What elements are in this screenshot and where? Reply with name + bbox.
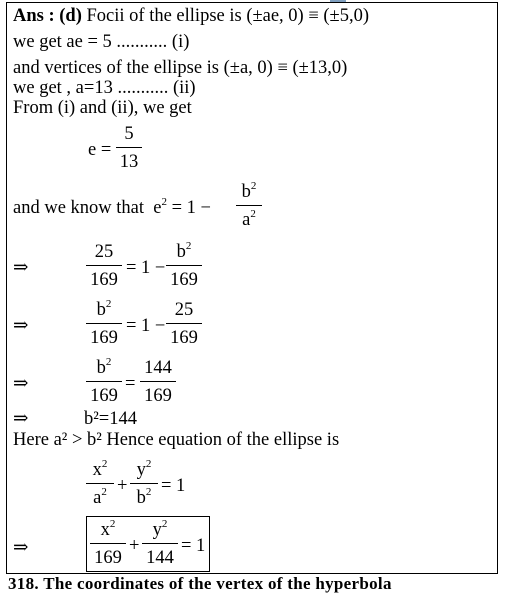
answer-line-3: and vertices of the ellipse is (±a, 0) ≡ (±13,0) xyxy=(13,58,348,78)
step3-frac1: $b^2$ 169 xyxy=(86,356,122,408)
know-denominator: $a^2$ xyxy=(242,208,256,230)
answer-option: (d) xyxy=(59,6,82,26)
know-text: and we know that xyxy=(13,198,145,218)
next-question-heading: 318. The coordinates of the vertex of the hyperbola xyxy=(8,574,392,593)
know-eq: = 1 − xyxy=(171,198,211,218)
eq-frac-x: $x^2$ $a^2$ xyxy=(86,458,114,510)
final-plus: + xyxy=(129,536,140,556)
know-numerator: $b^2$ xyxy=(241,180,257,202)
step1-frac2: $b^2$ 169 xyxy=(166,240,202,292)
know-e: e xyxy=(153,198,162,218)
step2-frac1: $b^2$ 169 xyxy=(86,298,122,350)
implies-5: ⇒ xyxy=(13,538,29,558)
e-numerator: 5 xyxy=(124,124,134,144)
step4: b²=144 xyxy=(84,409,137,429)
implies-1: ⇒ xyxy=(13,258,29,278)
fraction-bar xyxy=(116,147,142,148)
answer-line-2: we get ae = 5 ........... (i) xyxy=(13,32,190,52)
implies-3: ⇒ xyxy=(13,374,29,394)
step1-mid: = 1 − xyxy=(126,258,166,278)
final-frac-y: $y^2$ 144 xyxy=(142,518,178,570)
answer-line-5: From (i) and (ii), we get xyxy=(13,98,192,118)
eq-rhs: = 1 xyxy=(161,476,186,496)
eq-plus: + xyxy=(117,476,128,496)
know-line xyxy=(13,198,211,218)
implies-4: ⇒ xyxy=(13,409,29,429)
step1-frac1: 25 169 xyxy=(86,240,122,292)
final-frac-x: $x^2$ 169 xyxy=(90,518,126,570)
eq-frac-y: $y^2$ $b^2$ xyxy=(130,458,158,510)
fraction-bar xyxy=(236,205,262,206)
e-fraction xyxy=(116,122,142,174)
step2-frac2: 25 169 xyxy=(166,298,202,350)
step3-frac2: 144 169 xyxy=(140,356,176,408)
know-e-exp: 2 xyxy=(161,196,167,208)
answer-prefix: Ans : xyxy=(13,6,60,26)
step3-mid: = xyxy=(125,374,136,394)
here-line: Here a² > b² Hence equation of the ellipse is xyxy=(13,430,340,450)
e-denominator: 13 xyxy=(119,152,139,172)
e-lhs: e = xyxy=(88,140,112,160)
step2-mid: = 1 − xyxy=(126,316,166,336)
answer-line-4: we get , a=13 ........... (ii) xyxy=(13,78,196,98)
know-fraction xyxy=(236,180,262,232)
implies-2: ⇒ xyxy=(13,316,29,336)
final-rhs: = 1 xyxy=(181,536,206,556)
foci-statement: Focii of the ellipse is (±ae, 0) ≡ (±5,0) xyxy=(81,6,369,26)
answer-line-1 xyxy=(13,6,369,26)
